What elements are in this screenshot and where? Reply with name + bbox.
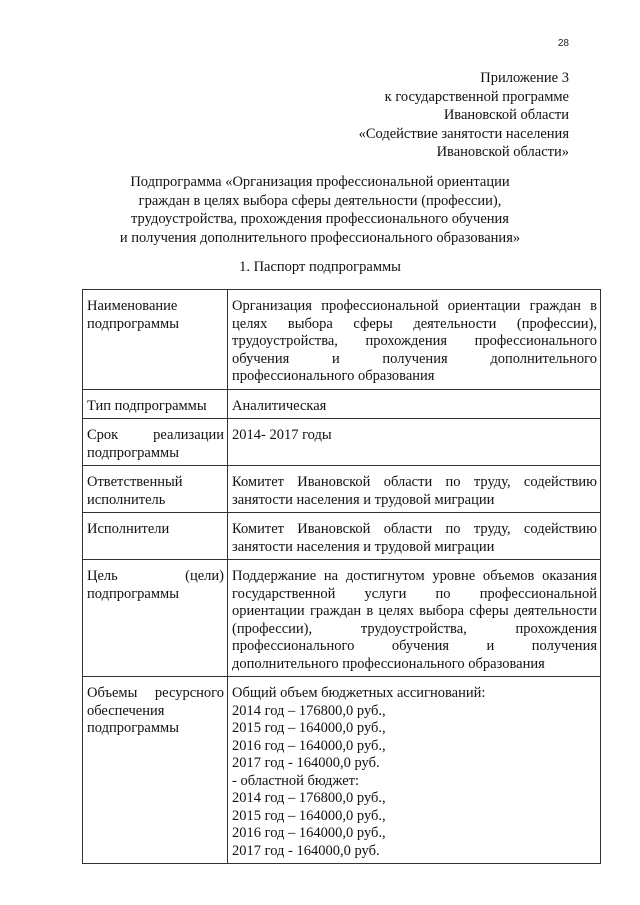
value-line: Поддержание на достигнутом уровне объемов оказания <box>232 568 597 584</box>
value-line: профессионального обучения и получения <box>232 638 597 654</box>
title-line: граждан в целях выбора сферы деятельности (профессии), <box>138 192 502 209</box>
label-line: Исполнители <box>87 521 170 537</box>
label-line: Тип подпрограммы <box>87 397 207 414</box>
value-line: Организация профессиональной ориентации граждан в <box>232 298 597 314</box>
row-label <box>83 466 228 513</box>
label-line: подпрограммы <box>87 444 179 461</box>
value-line: 2015 год – 164000,0 руб., <box>232 807 386 824</box>
row-value <box>228 560 601 677</box>
appendix-line: к государственной программе <box>384 88 569 105</box>
row-label <box>83 677 228 864</box>
appendix-heading <box>359 69 569 162</box>
passport-table <box>82 289 601 864</box>
table-row <box>83 677 601 864</box>
label-line: Объемы ресурсного <box>87 685 224 701</box>
section-heading: 1. Паспорт подпрограммы <box>239 259 401 275</box>
value-line: 2014 год – 176800,0 руб., <box>232 702 386 719</box>
label-line: Наименование <box>87 298 178 314</box>
value-line: 2015 год – 164000,0 руб., <box>232 720 386 736</box>
label-line: подпрограммы <box>87 720 179 736</box>
appendix-line: Ивановской области» <box>436 144 569 160</box>
value-line: профессионального образования <box>232 368 435 384</box>
value-line: Комитет Ивановской области по труду, содействию <box>232 474 597 490</box>
value-line: 2014 год – 176800,0 руб., <box>232 790 386 806</box>
value-line: (профессии), трудоустройства, прохождения <box>232 620 597 637</box>
value-line: государственной услуги по профессиональной <box>232 585 597 602</box>
table-row <box>83 560 601 677</box>
row-label <box>83 290 228 390</box>
title-line: и получения дополнительного профессионального образования» <box>119 229 521 246</box>
row-label <box>83 389 228 419</box>
table-row <box>83 419 601 466</box>
row-value <box>228 389 601 419</box>
table-row <box>83 466 601 513</box>
title-line: трудоустройства, прохождения профессионального обучения <box>131 211 509 227</box>
appendix-line: «Содействие занятости населения <box>358 125 569 142</box>
value-line: 2016 год – 164000,0 руб., <box>232 737 386 754</box>
label-line: Ответственный <box>87 474 183 490</box>
appendix-line: Приложение 3 <box>480 70 569 86</box>
label-line: Срок реализации <box>87 427 224 443</box>
value-line: Аналитическая <box>232 397 327 414</box>
subprogram-title <box>70 173 570 247</box>
title-line: Подпрограмма «Организация профессиональной ориентации <box>130 174 510 190</box>
table-row <box>83 389 601 419</box>
value-line: целях выбора сферы деятельности (профессии), <box>232 315 597 332</box>
table-row <box>83 290 601 390</box>
value-line: 2017 год - 164000,0 руб. <box>232 755 380 771</box>
page-number: 28 <box>557 38 569 49</box>
row-value <box>228 677 601 864</box>
value-line: Комитет Ивановской области по труду, содействию <box>232 521 597 537</box>
row-label <box>83 560 228 677</box>
value-line: Общий объем бюджетных ассигнований: <box>232 685 486 701</box>
value-line: дополнительного профессионального образования <box>232 655 545 672</box>
appendix-line: Ивановской области <box>443 107 569 123</box>
row-label <box>83 513 228 560</box>
label-line: обеспечения <box>87 702 165 719</box>
label-line: Цель (цели) <box>87 568 224 584</box>
label-line: подпрограммы <box>87 315 179 332</box>
value-line: занятости населения и трудовой миграции <box>232 538 495 555</box>
value-line: 2017 год - 164000,0 руб. <box>232 842 380 859</box>
row-value <box>228 513 601 560</box>
value-line: трудоустройства, прохождения профессионального <box>232 333 597 349</box>
label-line: исполнитель <box>87 491 166 508</box>
value-line: ориентации граждан в целях выбора сферы деятельности <box>232 603 597 619</box>
row-value <box>228 466 601 513</box>
value-line: обучения и получения дополнительного <box>232 350 597 367</box>
value-line: занятости населения и трудовой миграции <box>232 491 495 508</box>
value-line: 2014- 2017 годы <box>232 427 332 443</box>
value-line: - областной бюджет: <box>232 772 360 789</box>
value-line: 2016 год – 164000,0 руб., <box>232 825 386 841</box>
row-value <box>228 290 601 390</box>
label-line: подпрограммы <box>87 585 179 602</box>
row-value <box>228 419 601 466</box>
table-row <box>83 513 601 560</box>
row-label <box>83 419 228 466</box>
